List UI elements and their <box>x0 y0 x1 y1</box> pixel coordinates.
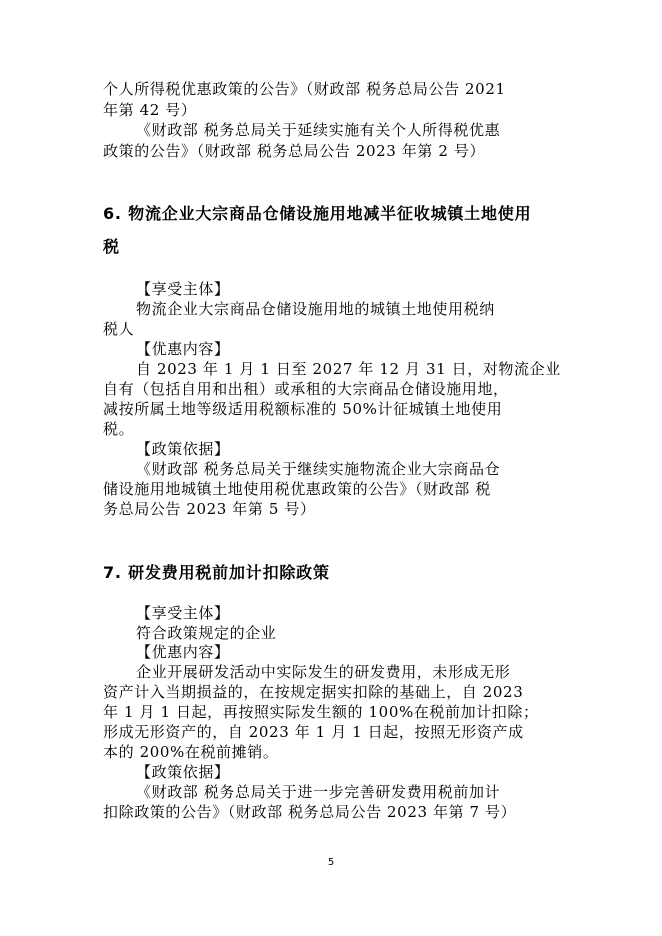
section-heading: 6. 物流企业大宗商品仓储设施用地减半征收城镇土地使用 <box>103 204 532 223</box>
basis-label: 【政策依据】 <box>136 763 230 781</box>
content-label: 【优惠内容】 <box>136 643 230 661</box>
body-text-line: 扣除政策的公告》（财政部 税务总局公告 2023 年第 7 号） <box>103 803 517 821</box>
subject-label: 【享受主体】 <box>136 604 230 622</box>
body-text-line: 年 1 月 1 日起，再按照实际发生额的 100%在税前加计扣除； <box>103 703 539 721</box>
body-text-line: 资产计入当期损益的，在按规定据实扣除的基础上，自 2023 <box>103 683 524 701</box>
body-text-line: 《财政部 税务总局关于进一步完善研发费用税前加计 <box>136 783 501 801</box>
body-text-line: 年第 42 号） <box>103 101 197 119</box>
body-text-line: 税人 <box>103 320 135 338</box>
body-text-line: 本的 200%在税前摊销。 <box>103 743 279 761</box>
subject-label: 【享受主体】 <box>136 280 230 298</box>
body-text-line: 自 2023 年 1 月 1 日至 2027 年 12 月 31 日，对物流企业 <box>136 360 561 378</box>
section-heading: 7. 研发费用税前加计扣除政策 <box>103 563 330 582</box>
body-text-line: 企业开展研发活动中实际发生的研发费用，未形成无形 <box>136 663 511 681</box>
basis-label: 【政策依据】 <box>136 440 230 458</box>
body-text-line: 形成无形资产的，自 2023 年 1 月 1 日起，按照无形资产成 <box>103 723 524 741</box>
body-text-line: 符合政策规定的企业 <box>136 624 277 642</box>
body-text-line: 储设施用地城镇土地使用税优惠政策的公告》（财政部 税 <box>103 480 491 498</box>
body-text-line: 政策的公告》（财政部 税务总局公告 2023 年第 2 号） <box>103 142 486 160</box>
body-text-line: 税。 <box>103 420 135 438</box>
page-number: 5 <box>327 857 335 868</box>
content-label: 【优惠内容】 <box>136 340 230 358</box>
body-text-line: 自有（包括自用和出租）或承租的大宗商品仓储设施用地， <box>103 380 509 398</box>
body-text-line: 物流企业大宗商品仓储设施用地的城镇土地使用税纳 <box>136 300 495 318</box>
section-heading: 税 <box>103 237 120 256</box>
body-text-line: 减按所属土地等级适用税额标准的 50%计征城镇土地使用 <box>103 400 503 418</box>
body-text-line: 《财政部 税务总局关于延续实施有关个人所得税优惠 <box>136 121 501 139</box>
body-text-line: 《财政部 税务总局关于继续实施物流企业大宗商品仓 <box>136 460 501 478</box>
body-text-line: 个人所得税优惠政策的公告》（财政部 税务总局公告 2021 <box>103 80 506 98</box>
body-text-line: 务总局公告 2023 年第 5 号） <box>103 500 316 518</box>
